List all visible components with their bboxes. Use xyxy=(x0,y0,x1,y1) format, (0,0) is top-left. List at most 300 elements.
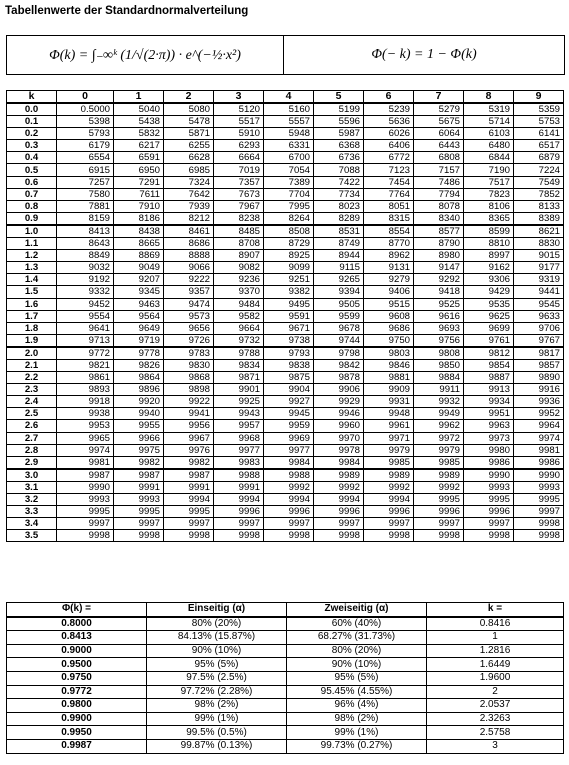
summary-cell: 99.73% (0.27%) xyxy=(287,739,427,753)
summary-cell: 0.9772 xyxy=(7,685,147,699)
table-cell: 7910 xyxy=(114,200,164,212)
table-cell: 9977 xyxy=(264,444,314,456)
table-cell: 9976 xyxy=(164,444,214,456)
table-cell: 9995 xyxy=(464,494,514,506)
table-cell: 9846 xyxy=(364,359,414,371)
row-k-value: 0.7 xyxy=(7,188,57,200)
table-cell: 9994 xyxy=(164,494,214,506)
table-cell: 8810 xyxy=(464,238,514,250)
table-cell: 9925 xyxy=(214,396,264,408)
header-digit: 1 xyxy=(114,91,164,104)
table-cell: 7704 xyxy=(264,188,314,200)
table-cell: 9997 xyxy=(364,518,414,530)
table-cell: 9207 xyxy=(114,274,164,286)
table-cell: 9990 xyxy=(464,469,514,482)
table-cell: 7224 xyxy=(514,164,564,176)
summary-cell: 96% (4%) xyxy=(287,699,427,713)
table-cell: 9998 xyxy=(314,530,364,542)
table-cell: 7324 xyxy=(164,176,214,188)
table-cell: 9986 xyxy=(464,456,514,469)
table-cell: 8508 xyxy=(264,225,314,238)
row-k-value: 2.9 xyxy=(7,456,57,469)
table-cell: 9838 xyxy=(264,359,314,371)
summary-cell: 90% (10%) xyxy=(147,644,287,658)
symmetry-formula-cell xyxy=(284,36,564,74)
table-cell: 9932 xyxy=(414,396,464,408)
table-cell: 5319 xyxy=(464,103,514,116)
table-cell: 9990 xyxy=(514,469,564,482)
table-row xyxy=(7,494,564,506)
table-cell: 9778 xyxy=(114,347,164,360)
summary-cell: 1.2816 xyxy=(427,644,564,658)
table-cell: 9992 xyxy=(364,481,414,493)
table-cell: 9890 xyxy=(514,372,564,384)
table-cell: 8849 xyxy=(57,250,114,262)
table-row xyxy=(7,432,564,444)
table-cell: 9996 xyxy=(464,506,514,518)
symmetry-formula: Φ(− k) = 1 − Φ(k) xyxy=(371,47,477,62)
table-row xyxy=(7,238,564,250)
table-cell: 9994 xyxy=(214,494,264,506)
table-cell: 9545 xyxy=(514,298,564,310)
quantile-summary-table xyxy=(6,602,564,754)
table-cell: 9608 xyxy=(364,310,414,322)
table-cell: 9864 xyxy=(114,372,164,384)
table-cell: 9992 xyxy=(314,481,364,493)
page-title: Tabellenwerte der Standardnormalverteilung xyxy=(5,5,249,17)
table-cell: 9671 xyxy=(264,322,314,334)
row-k-value: 2.8 xyxy=(7,444,57,456)
table-cell: 9744 xyxy=(314,334,364,347)
summary-cell: 3 xyxy=(427,739,564,753)
summary-header-cell: Zweiseitig (α) xyxy=(287,603,427,617)
table-cell: 9993 xyxy=(57,494,114,506)
table-cell: 9979 xyxy=(414,444,464,456)
table-cell: 9306 xyxy=(464,274,514,286)
table-cell: 9821 xyxy=(57,359,114,371)
table-cell: 9987 xyxy=(164,469,214,482)
table-cell: 5279 xyxy=(414,103,464,116)
table-cell: 9948 xyxy=(364,408,414,420)
table-cell: 9484 xyxy=(214,298,264,310)
table-cell: 9719 xyxy=(114,334,164,347)
table-cell: 9049 xyxy=(114,262,164,274)
table-cell: 9854 xyxy=(464,359,514,371)
normal-distribution-table xyxy=(6,90,564,542)
table-cell: 9177 xyxy=(514,262,564,274)
table-cell: 9998 xyxy=(514,530,564,542)
table-cell: 9957 xyxy=(214,420,264,432)
table-cell: 9960 xyxy=(314,420,364,432)
table-cell: 9875 xyxy=(264,372,314,384)
summary-cell: 0.9800 xyxy=(7,699,147,713)
table-cell: 9842 xyxy=(314,359,364,371)
row-k-value: 3.2 xyxy=(7,494,57,506)
table-cell: 9978 xyxy=(314,444,364,456)
summary-cell: 99% (1%) xyxy=(287,726,427,740)
table-row xyxy=(7,384,564,396)
table-cell: 8078 xyxy=(414,200,464,212)
table-cell: 9997 xyxy=(114,518,164,530)
table-cell: 9995 xyxy=(114,506,164,518)
table-cell: 9977 xyxy=(214,444,264,456)
table-row xyxy=(7,188,564,200)
table-cell: 9975 xyxy=(114,444,164,456)
table-cell: 8708 xyxy=(214,238,264,250)
table-cell: 9988 xyxy=(264,469,314,482)
table-cell: 9131 xyxy=(364,262,414,274)
table-cell: 9949 xyxy=(414,408,464,420)
table-cell: 6517 xyxy=(514,140,564,152)
table-row xyxy=(7,518,564,530)
summary-header-row xyxy=(7,603,564,617)
table-cell: 9996 xyxy=(414,506,464,518)
summary-cell: 95% (5%) xyxy=(147,658,287,672)
table-cell: 9783 xyxy=(164,347,214,360)
table-cell: 8133 xyxy=(514,200,564,212)
table-cell: 7611 xyxy=(114,188,164,200)
table-cell: 9732 xyxy=(214,334,264,347)
table-cell: 9641 xyxy=(57,322,114,334)
row-k-value: 2.1 xyxy=(7,359,57,371)
table-cell: 9066 xyxy=(164,262,214,274)
table-cell: 9974 xyxy=(57,444,114,456)
table-row xyxy=(7,262,564,274)
table-cell: 9222 xyxy=(164,274,214,286)
summary-row xyxy=(7,685,564,699)
row-k-value: 1.0 xyxy=(7,225,57,238)
table-cell: 9192 xyxy=(57,274,114,286)
table-row xyxy=(7,310,564,322)
table-cell: 6736 xyxy=(314,152,364,164)
table-cell: 8340 xyxy=(414,212,464,225)
summary-cell: 0.9987 xyxy=(7,739,147,753)
table-cell: 8997 xyxy=(464,250,514,262)
table-cell: 5239 xyxy=(364,103,414,116)
table-row xyxy=(7,274,564,286)
table-cell: 9962 xyxy=(414,420,464,432)
table-cell: 9980 xyxy=(464,444,514,456)
table-cell: 7088 xyxy=(314,164,364,176)
row-k-value: 3.0 xyxy=(7,469,57,482)
table-cell: 9826 xyxy=(114,359,164,371)
table-cell: 9982 xyxy=(164,456,214,469)
table-cell: 9986 xyxy=(514,456,564,469)
table-cell: 9979 xyxy=(364,444,414,456)
table-cell: 9772 xyxy=(57,347,114,360)
table-cell: 9997 xyxy=(314,518,364,530)
table-cell: 9099 xyxy=(264,262,314,274)
table-cell: 9573 xyxy=(164,310,214,322)
summary-cell: 60% (40%) xyxy=(287,617,427,631)
table-cell: 9515 xyxy=(364,298,414,310)
table-cell: 6985 xyxy=(164,164,214,176)
summary-header-cell: k = xyxy=(427,603,564,617)
table-cell: 9965 xyxy=(57,432,114,444)
table-cell: 8599 xyxy=(464,225,514,238)
table-cell: 8790 xyxy=(414,238,464,250)
table-cell: 7123 xyxy=(364,164,414,176)
table-cell: 9788 xyxy=(214,347,264,360)
summary-header-cell: Einseitig (α) xyxy=(147,603,287,617)
table-row xyxy=(7,116,564,128)
table-cell: 6293 xyxy=(214,140,264,152)
table-cell: 9265 xyxy=(314,274,364,286)
summary-row xyxy=(7,658,564,672)
table-cell: 9738 xyxy=(264,334,314,347)
summary-cell: 95% (5%) xyxy=(287,671,427,685)
table-cell: 9251 xyxy=(264,274,314,286)
table-cell: 9292 xyxy=(414,274,464,286)
table-cell: 9973 xyxy=(464,432,514,444)
table-cell: 8413 xyxy=(57,225,114,238)
table-cell: 9998 xyxy=(164,530,214,542)
table-cell: 7019 xyxy=(214,164,264,176)
table-cell: 9082 xyxy=(214,262,264,274)
table-cell: 9996 xyxy=(364,506,414,518)
table-cell: 9996 xyxy=(314,506,364,518)
table-cell: 9984 xyxy=(264,456,314,469)
table-cell: 9861 xyxy=(57,372,114,384)
table-cell: 9616 xyxy=(414,310,464,322)
table-cell: 6255 xyxy=(164,140,214,152)
table-cell: 9997 xyxy=(214,518,264,530)
table-cell: 9382 xyxy=(264,286,314,298)
row-k-value: 3.1 xyxy=(7,481,57,493)
table-cell: 9990 xyxy=(57,481,114,493)
table-cell: 9953 xyxy=(57,420,114,432)
table-cell: 9998 xyxy=(414,530,464,542)
row-k-value: 1.2 xyxy=(7,250,57,262)
table-cell: 8686 xyxy=(164,238,214,250)
header-digit: 5 xyxy=(314,91,364,104)
table-cell: 7454 xyxy=(364,176,414,188)
table-cell: 9981 xyxy=(57,456,114,469)
table-cell: 9798 xyxy=(314,347,364,360)
row-k-value: 1.8 xyxy=(7,322,57,334)
table-row xyxy=(7,444,564,456)
table-cell: 6443 xyxy=(414,140,464,152)
summary-cell: 80% (20%) xyxy=(147,617,287,631)
table-cell: 9857 xyxy=(514,359,564,371)
table-cell: 9994 xyxy=(364,494,414,506)
summary-cell: 95.45% (4.55%) xyxy=(287,685,427,699)
header-digit: 7 xyxy=(414,91,464,104)
summary-cell: 2.0537 xyxy=(427,699,564,713)
table-cell: 9750 xyxy=(364,334,414,347)
table-cell: 8485 xyxy=(214,225,264,238)
table-cell: 6141 xyxy=(514,128,564,140)
header-k: k xyxy=(7,91,57,104)
table-cell: 8315 xyxy=(364,212,414,225)
summary-cell: 98% (2%) xyxy=(287,712,427,726)
table-cell: 8389 xyxy=(514,212,564,225)
table-cell: 9997 xyxy=(464,518,514,530)
row-k-value: 2.4 xyxy=(7,396,57,408)
table-cell: 9992 xyxy=(264,481,314,493)
table-cell: 9032 xyxy=(57,262,114,274)
table-cell: 9599 xyxy=(314,310,364,322)
table-cell: 9850 xyxy=(414,359,464,371)
table-cell: 9995 xyxy=(414,494,464,506)
table-cell: 8830 xyxy=(514,238,564,250)
table-cell: 9969 xyxy=(264,432,314,444)
table-row xyxy=(7,420,564,432)
header-digit: 6 xyxy=(364,91,414,104)
table-cell: 9147 xyxy=(414,262,464,274)
table-row xyxy=(7,286,564,298)
table-cell: 6915 xyxy=(57,164,114,176)
header-digit: 3 xyxy=(214,91,264,104)
table-cell: 9982 xyxy=(114,456,164,469)
table-cell: 9920 xyxy=(114,396,164,408)
table-cell: 9996 xyxy=(264,506,314,518)
table-row xyxy=(7,152,564,164)
table-cell: 6480 xyxy=(464,140,514,152)
table-row xyxy=(7,250,564,262)
table-cell: 7517 xyxy=(464,176,514,188)
table-cell: 9946 xyxy=(314,408,364,420)
table-cell: 5040 xyxy=(114,103,164,116)
summary-cell: 2 xyxy=(427,685,564,699)
table-cell: 7157 xyxy=(414,164,464,176)
table-row xyxy=(7,456,564,469)
table-cell: 9994 xyxy=(314,494,364,506)
table-cell: 7642 xyxy=(164,188,214,200)
table-cell: 5596 xyxy=(314,116,364,128)
table-cell: 9686 xyxy=(364,322,414,334)
summary-row xyxy=(7,712,564,726)
table-row xyxy=(7,372,564,384)
row-k-value: 3.4 xyxy=(7,518,57,530)
table-cell: 8051 xyxy=(364,200,414,212)
table-row xyxy=(7,128,564,140)
table-cell: 8023 xyxy=(314,200,364,212)
table-cell: 9988 xyxy=(214,469,264,482)
summary-row xyxy=(7,617,564,631)
table-cell: 9972 xyxy=(414,432,464,444)
table-cell: 9998 xyxy=(57,530,114,542)
table-cell: 9664 xyxy=(214,322,264,334)
table-cell: 9955 xyxy=(114,420,164,432)
table-cell: 9236 xyxy=(214,274,264,286)
table-cell: 9971 xyxy=(364,432,414,444)
summary-cell: 99.87% (0.13%) xyxy=(147,739,287,753)
table-cell: 9656 xyxy=(164,322,214,334)
summary-cell: 2.5758 xyxy=(427,726,564,740)
table-cell: 9997 xyxy=(164,518,214,530)
table-cell: 9989 xyxy=(314,469,364,482)
table-cell: 9901 xyxy=(214,384,264,396)
summary-cell: 0.9900 xyxy=(7,712,147,726)
table-cell: 7357 xyxy=(214,176,264,188)
table-cell: 6700 xyxy=(264,152,314,164)
table-cell: 9625 xyxy=(464,310,514,322)
table-cell: 7580 xyxy=(57,188,114,200)
summary-cell: 80% (20%) xyxy=(287,644,427,658)
summary-row xyxy=(7,699,564,713)
table-row xyxy=(7,298,564,310)
table-cell: 9967 xyxy=(164,432,214,444)
table-cell: 9945 xyxy=(264,408,314,420)
summary-cell: 0.9500 xyxy=(7,658,147,672)
table-cell: 9535 xyxy=(464,298,514,310)
table-cell: 9495 xyxy=(264,298,314,310)
summary-cell: 97.5% (2.5%) xyxy=(147,671,287,685)
table-cell: 6591 xyxy=(114,152,164,164)
row-k-value: 2.7 xyxy=(7,432,57,444)
table-cell: 9162 xyxy=(464,262,514,274)
header-digit: 0 xyxy=(57,91,114,104)
table-cell: 9997 xyxy=(414,518,464,530)
table-row xyxy=(7,103,564,116)
table-cell: 5359 xyxy=(514,103,564,116)
row-k-value: 3.5 xyxy=(7,530,57,542)
table-cell: 9878 xyxy=(314,372,364,384)
row-k-value: 1.3 xyxy=(7,262,57,274)
table-cell: 9452 xyxy=(57,298,114,310)
summary-cell: 84.13% (15.87%) xyxy=(147,631,287,645)
table-cell: 9015 xyxy=(514,250,564,262)
row-k-value: 0.4 xyxy=(7,152,57,164)
table-cell: 7939 xyxy=(164,200,214,212)
table-cell: 9884 xyxy=(414,372,464,384)
table-row xyxy=(7,322,564,334)
table-cell: 6331 xyxy=(264,140,314,152)
table-cell: 9968 xyxy=(214,432,264,444)
table-cell: 9936 xyxy=(514,396,564,408)
table-cell: 8438 xyxy=(114,225,164,238)
row-k-value: 0.6 xyxy=(7,176,57,188)
table-cell: 7673 xyxy=(214,188,264,200)
table-cell: 8980 xyxy=(414,250,464,262)
table-cell: 9881 xyxy=(364,372,414,384)
table-cell: 9995 xyxy=(164,506,214,518)
table-cell: 9406 xyxy=(364,286,414,298)
table-cell: 9998 xyxy=(364,530,414,542)
table-cell: 6844 xyxy=(464,152,514,164)
row-k-value: 0.0 xyxy=(7,103,57,116)
table-cell: 9505 xyxy=(314,298,364,310)
table-cell: 8944 xyxy=(314,250,364,262)
table-cell: 9964 xyxy=(514,420,564,432)
table-cell: 5199 xyxy=(314,103,364,116)
table-cell: 9970 xyxy=(314,432,364,444)
table-cell: 8925 xyxy=(264,250,314,262)
table-cell: 9927 xyxy=(264,396,314,408)
table-cell: 6879 xyxy=(514,152,564,164)
table-cell: 9693 xyxy=(414,322,464,334)
table-cell: 9929 xyxy=(314,396,364,408)
summary-header-cell: Φ(k) = xyxy=(7,603,147,617)
table-cell: 6628 xyxy=(164,152,214,164)
table-cell: 9591 xyxy=(264,310,314,322)
table-cell: 9993 xyxy=(514,481,564,493)
table-cell: 5793 xyxy=(57,128,114,140)
table-cell: 9909 xyxy=(364,384,414,396)
summary-cell: 1 xyxy=(427,631,564,645)
table-row xyxy=(7,225,564,238)
table-cell: 9345 xyxy=(114,286,164,298)
table-cell: 7549 xyxy=(514,176,564,188)
table-cell: 9987 xyxy=(114,469,164,482)
row-k-value: 2.6 xyxy=(7,420,57,432)
table-cell: 9756 xyxy=(414,334,464,347)
table-row xyxy=(7,408,564,420)
table-cell: 9997 xyxy=(57,518,114,530)
table-cell: 7422 xyxy=(314,176,364,188)
table-cell: 9996 xyxy=(214,506,264,518)
